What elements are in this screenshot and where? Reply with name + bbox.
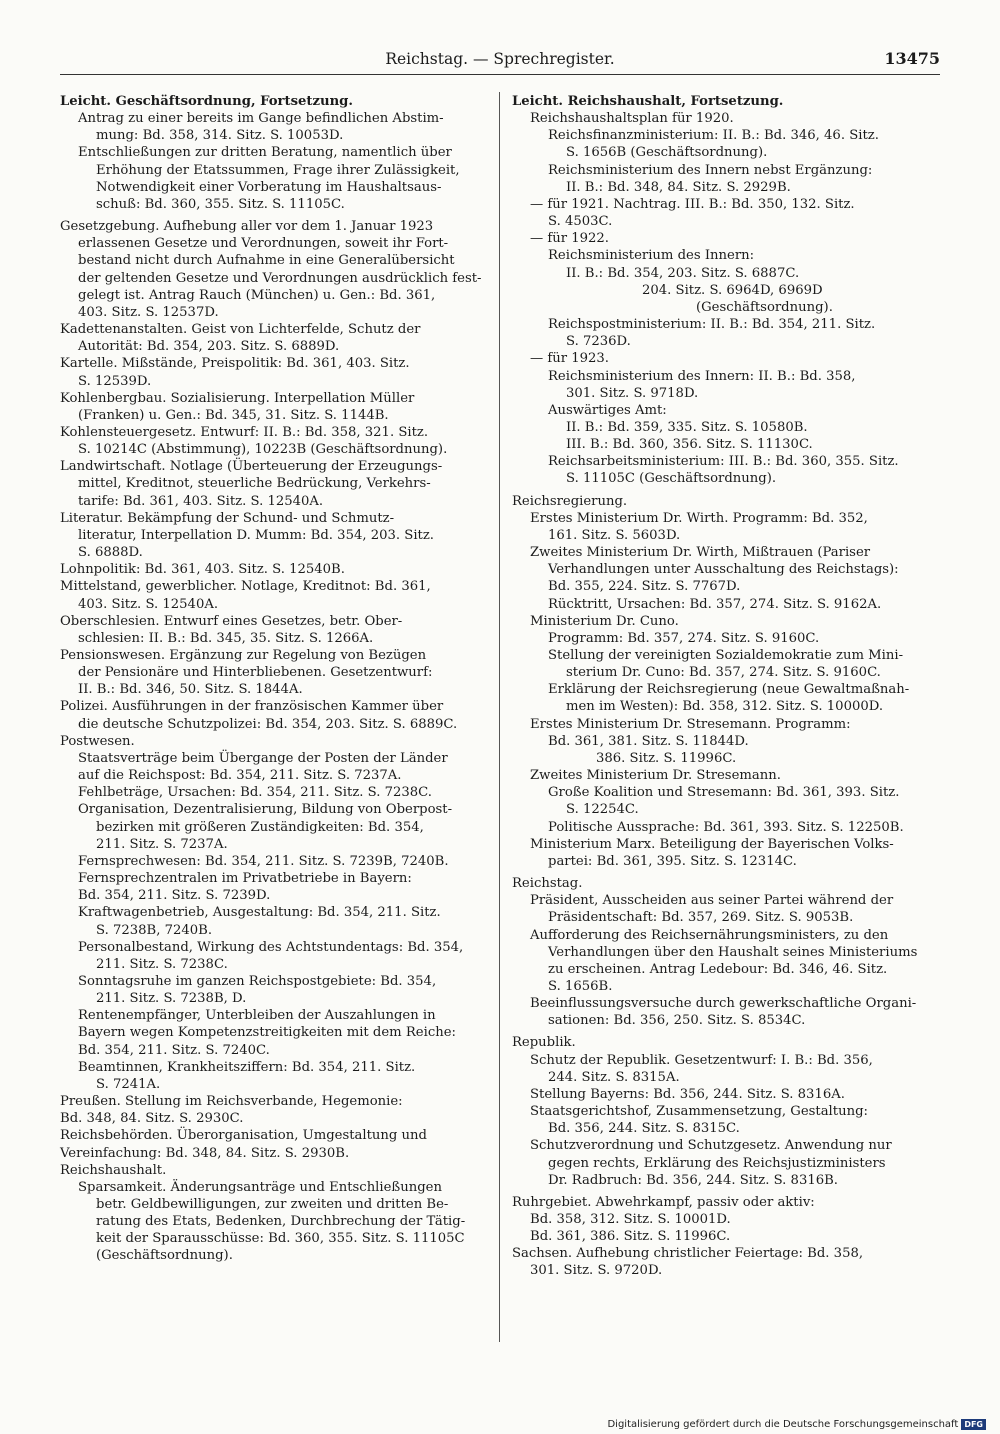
column-divider: [499, 92, 500, 1342]
register-line: Zweites Ministerium Dr. Wirth, Mißtrauen (Pariser: [530, 545, 871, 561]
register-line: S. 1656B.: [548, 978, 613, 994]
register-line: Reichstag.: [512, 876, 583, 892]
register-line: Verhandlungen unter Ausschaltung des Reichstags):: [548, 562, 899, 578]
register-line: Staatsgerichtshof, Zusammensetzung, Gestaltung:: [530, 1104, 868, 1120]
register-line: (Geschäftsordnung).: [696, 299, 833, 315]
register-line: 403. Sitz. S. 12540A.: [78, 596, 219, 612]
register-line: Bd. 355, 224. Sitz. S. 7767D.: [548, 579, 741, 595]
register-line: S. 1656B (Geschäftsordnung).: [566, 145, 768, 161]
register-line: 301. Sitz. S. 9718D.: [566, 385, 699, 401]
register-line: Schutzverordnung und Schutzgesetz. Anwendung nur: [530, 1138, 892, 1154]
register-line: II. B.: Bd. 359, 335. Sitz. S. 10580B.: [566, 419, 808, 435]
register-line: Stellung Bayerns: Bd. 356, 244. Sitz. S. 8316A.: [530, 1086, 845, 1102]
register-line: Reichsministerium des Innern:: [548, 248, 755, 264]
register-line: 301. Sitz. S. 9720D.: [530, 1263, 663, 1279]
register-line: Kraftwagenbetrieb, Ausgestaltung: Bd. 354, 211. Sitz.: [78, 905, 441, 921]
register-line: bestand nicht durch Aufnahme in eine Generalübersicht: [78, 253, 455, 269]
register-line: sationen: Bd. 356, 250. Sitz. S. 8534C.: [548, 1013, 806, 1029]
register-line: 211. Sitz. S. 7238B, D.: [96, 991, 247, 1007]
register-line: Sachsen. Aufhebung christlicher Feiertage: Bd. 358,: [512, 1246, 864, 1262]
register-line: Sonntagsruhe im ganzen Reichspostgebiete: Bd. 354,: [78, 973, 437, 989]
register-line: schuß: Bd. 360, 355. Sitz. S. 11105C.: [96, 196, 345, 212]
left-column: [60, 93, 485, 1265]
register-line: bezirken mit größeren Zuständigkeiten: Bd. 354,: [96, 819, 424, 835]
register-line: Aufforderung des Reichsernährungsministers, zu den: [530, 927, 889, 943]
register-line: 161. Sitz. S. 5603D.: [548, 527, 681, 543]
register-line: Große Koalition und Stresemann: Bd. 361, 393. Sitz.: [548, 785, 900, 801]
register-line: Kartelle. Mißstände, Preispolitik: Bd. 361, 403. Sitz.: [60, 356, 410, 372]
register-line: schlesien: II. B.: Bd. 345, 35. Sitz. S. 1266A.: [78, 630, 374, 646]
footer-text: Digitalisierung gefördert durch die Deutsche Forschungsgemeinschaft: [607, 1419, 959, 1430]
register-line: der geltenden Gesetze und Verordnungen ausdrücklich fest-: [78, 270, 482, 286]
register-line: Bd. 356, 244. Sitz. S. 8315C.: [548, 1121, 740, 1137]
register-line: mung: Bd. 358, 314. Sitz. S. 10053D.: [96, 128, 344, 144]
register-line: Reichshaushalt.: [60, 1162, 167, 1178]
register-line: S. 11105C (Geschäftsordnung).: [566, 471, 777, 487]
register-line: Bd. 348, 84. Sitz. S. 2930C.: [60, 1111, 244, 1127]
register-line: Rücktritt, Ursachen: Bd. 357, 274. Sitz. S. 9162A.: [548, 596, 882, 612]
register-line: Leicht. Reichshaushalt, Fortsetzung.: [512, 94, 784, 109]
register-line: Reichsministerium des Innern nebst Ergänzung:: [548, 162, 873, 178]
register-line: gegen rechts, Erklärung des Reichsjustizministers: [548, 1155, 886, 1171]
register-line: Präsidentschaft: Bd. 357, 269. Sitz. S. 9053B.: [548, 910, 854, 926]
register-line: Reichsarbeitsministerium: III. B.: Bd. 360, 355. Sitz.: [548, 454, 899, 470]
register-line: Erstes Ministerium Dr. Wirth. Programm: Bd. 352,: [530, 510, 868, 526]
register-line: Fehlbeträge, Ursachen: Bd. 354, 211. Sitz. S. 7238C.: [78, 785, 432, 801]
register-line: Entschließungen zur dritten Beratung, namentlich über: [78, 145, 452, 161]
register-line: 244. Sitz. S. 8315A.: [548, 1069, 680, 1085]
register-line: Erhöhung der Etatssummen, Frage ihrer Zulässigkeit,: [96, 162, 460, 178]
register-line: Auswärtiges Amt:: [548, 402, 667, 418]
register-line: Präsident, Ausscheiden aus seiner Partei während der: [530, 893, 894, 909]
register-line: Kadettenanstalten. Geist von Lichterfelde, Schutz der: [60, 322, 421, 338]
register-line: 211. Sitz. S. 7238C.: [96, 956, 228, 972]
register-line: Vereinfachung: Bd. 348, 84. Sitz. S. 2930B.: [60, 1145, 350, 1161]
register-line: S. 4503C.: [548, 214, 613, 230]
register-line: Oberschlesien. Entwurf eines Gesetzes, betr. Ober-: [60, 613, 403, 629]
register-line: III. B.: Bd. 360, 356. Sitz. S. 11130C.: [566, 437, 813, 453]
register-line: Postwesen.: [60, 733, 135, 749]
register-line: Landwirtschaft. Notlage (Überteuerung der Erzeugungs-: [60, 459, 443, 475]
register-line: Zweites Ministerium Dr. Stresemann.: [530, 768, 781, 784]
register-line: Bd. 358, 312. Sitz. S. 10001D.: [530, 1212, 731, 1227]
register-line: — für 1921. Nachtrag. III. B.: Bd. 350, 132. Sitz.: [530, 196, 855, 212]
register-line: Reichsfinanzministerium: II. B.: Bd. 346, 46. Sitz.: [548, 128, 879, 144]
register-line: S. 10214C (Abstimmung), 10223B (Geschäftsordnung).: [78, 442, 448, 458]
register-line: Reichsregierung.: [512, 493, 628, 509]
register-line: literatur, Interpellation D. Mumm: Bd. 354, 203. Sitz.: [78, 527, 434, 543]
register-line: Autorität: Bd. 354, 203. Sitz. S. 6889D.: [78, 339, 340, 355]
register-line: Erstes Ministerium Dr. Stresemann. Programm:: [530, 716, 851, 732]
register-line: S. 12539D.: [78, 373, 152, 389]
register-line: Organisation, Dezentralisierung, Bildung von Oberpost-: [78, 802, 453, 818]
right-column: [512, 93, 940, 1280]
register-line: Bd. 354, 211. Sitz. S. 7240C.: [78, 1042, 270, 1058]
register-line: mittel, Kreditnot, steuerliche Bedrückung, Verkehrs-: [78, 476, 431, 492]
register-line: Ministerium Marx. Beteiligung der Bayerischen Volks-: [530, 836, 894, 852]
register-line: Gesetzgebung. Aufhebung aller vor dem 1. Januar 1923: [60, 219, 434, 235]
register-line: Politische Aussprache: Bd. 361, 393. Sitz. S. 12250B.: [548, 819, 904, 835]
register-line: Lohnpolitik: Bd. 361, 403. Sitz. S. 12540B.: [60, 562, 345, 578]
register-line: Sparsamkeit. Änderungsanträge und Entschließungen: [78, 1179, 442, 1195]
register-line: Beamtinnen, Krankheitsziffern: Bd. 354, 211. Sitz.: [78, 1059, 416, 1075]
page-number: 13475: [884, 49, 940, 68]
register-line: Kohlenbergbau. Sozialisierung. Interpellation Müller: [60, 390, 415, 406]
register-line: Verhandlungen über den Haushalt seines Ministeriums: [548, 944, 918, 960]
register-line: Pensionswesen. Ergänzung zur Regelung von Bezügen: [60, 648, 427, 663]
running-title: Reichstag. — Sprechregister.: [385, 50, 615, 68]
register-line: — für 1923.: [530, 351, 610, 367]
register-line: der Pensionäre und Hinterbliebenen. Gesetzentwurf:: [78, 665, 433, 681]
register-line: II. B.: Bd. 348, 84. Sitz. S. 2929B.: [566, 179, 791, 195]
register-line: Reichsbehörden. Überorganisation, Umgestaltung und: [60, 1128, 427, 1144]
register-line: Schutz der Republik. Gesetzentwurf: I. B.: Bd. 356,: [530, 1052, 873, 1068]
register-line: Literatur. Bekämpfung der Schund- und Schmutz-: [60, 510, 395, 526]
register-line: ratung des Etats, Bedenken, Durchbrechung der Tätig-: [96, 1214, 466, 1230]
register-line: Preußen. Stellung im Reichsverbande, Hegemonie:: [60, 1094, 403, 1110]
register-line: Fernsprechwesen: Bd. 354, 211. Sitz. S. 7239B, 7240B.: [78, 853, 449, 869]
register-line: Republik.: [512, 1035, 576, 1051]
register-line: S. 7236D.: [566, 334, 631, 350]
register-line: Kohlensteuergesetz. Entwurf: II. B.: Bd. 358, 321. Sitz.: [60, 424, 429, 440]
register-line: 403. Sitz. S. 12537D.: [78, 304, 219, 320]
register-line: Rentenempfänger, Unterbleiben der Auszahlungen in: [78, 1008, 436, 1024]
register-line: Ruhrgebiet. Abwehrkampf, passiv oder aktiv:: [512, 1194, 815, 1210]
register-line: Staatsverträge beim Übergange der Posten der Länder: [78, 750, 448, 766]
register-line: Notwendigkeit einer Vorberatung im Haushaltsaus-: [96, 179, 442, 195]
register-line: Antrag zu einer bereits im Gange befindlichen Abstim-: [78, 111, 444, 127]
register-line: men im Westen): Bd. 358, 312. Sitz. S. 10000D.: [566, 699, 884, 715]
register-line: Personalbestand, Wirkung des Achtstundentags: Bd. 354,: [78, 939, 464, 955]
register-line: auf die Reichspost: Bd. 354, 211. Sitz. S. 7237A.: [78, 768, 402, 784]
footer-credit: [607, 1419, 986, 1430]
register-line: betr. Geldbewilligungen, zur zweiten und dritten Be-: [96, 1197, 449, 1212]
register-line: Ministerium Dr. Cuno.: [530, 613, 679, 629]
register-line: — für 1922.: [530, 231, 610, 247]
register-line: S. 7238B, 7240B.: [96, 922, 213, 938]
register-line: Reichshaushaltsplan für 1920.: [530, 111, 734, 127]
register-line: 204. Sitz. S. 6964D, 6969D: [642, 282, 823, 298]
register-line: II. B.: Bd. 346, 50. Sitz. S. 1844A.: [78, 682, 303, 698]
register-line: S. 12254C.: [566, 802, 639, 818]
register-line: Bd. 361, 381. Sitz. S. 11844D.: [548, 733, 749, 749]
register-line: Mittelstand, gewerblicher. Notlage, Kreditnot: Bd. 361,: [60, 579, 431, 595]
register-line: die deutsche Schutzpolizei: Bd. 354, 203. Sitz. S. 6889C.: [78, 716, 458, 732]
register-line: Bayern wegen Kompetenzstreitigkeiten mit dem Reiche:: [78, 1025, 456, 1041]
register-line: tarife: Bd. 361, 403. Sitz. S. 12540A.: [78, 493, 324, 509]
register-line: 211. Sitz. S. 7237A.: [96, 836, 228, 852]
register-line: keit der Sparausschüsse: Bd. 360, 355. Sitz. S. 11105C: [96, 1231, 465, 1247]
register-line: partei: Bd. 361, 395. Sitz. S. 12314C.: [548, 853, 797, 869]
register-line: II. B.: Bd. 354, 203. Sitz. S. 6887C.: [566, 265, 800, 281]
register-line: S. 7241A.: [96, 1076, 161, 1092]
register-line: erlassenen Gesetze und Verordnungen, soweit ihr Fort-: [78, 236, 449, 252]
register-line: Stellung der vereinigten Sozialdemokratie zum Mini-: [548, 648, 904, 663]
register-line: (Franken) u. Gen.: Bd. 345, 31. Sitz. S. 1144B.: [78, 407, 389, 423]
register-line: Fernsprechzentralen im Privatbetriebe in Bayern:: [78, 871, 412, 887]
register-line: S. 6888D.: [78, 545, 143, 561]
register-line: Reichspostministerium: II. B.: Bd. 354, 211. Sitz.: [548, 317, 876, 333]
register-line: gelegt ist. Antrag Rauch (München) u. Gen.: Bd. 361,: [78, 287, 436, 303]
register-line: Erklärung der Reichsregierung (neue Gewaltmaßnah-: [548, 682, 910, 698]
register-line: sterium Dr. Cuno: Bd. 357, 274. Sitz. S. 9160C.: [566, 665, 881, 681]
register-line: Programm: Bd. 357, 274. Sitz. S. 9160C.: [548, 630, 820, 646]
register-line: Polizei. Ausführungen in der französischen Kammer über: [60, 699, 444, 715]
register-line: 386. Sitz. S. 11996C.: [596, 750, 737, 766]
register-line: Bd. 361, 386. Sitz. S. 11996C.: [530, 1229, 731, 1245]
register-line: Beeinflussungsversuche durch gewerkschaftliche Organi-: [530, 996, 917, 1012]
register-line: Bd. 354, 211. Sitz. S. 7239D.: [78, 888, 271, 904]
register-line: Leicht. Geschäftsordnung, Fortsetzung.: [60, 94, 353, 109]
dfg-logo: DFG: [961, 1419, 986, 1430]
register-line: Dr. Radbruch: Bd. 356, 244. Sitz. S. 8316B.: [548, 1172, 839, 1188]
register-line: (Geschäftsordnung).: [96, 1248, 233, 1264]
register-line: Reichsministerium des Innern: II. B.: Bd. 358,: [548, 368, 856, 384]
register-line: zu erscheinen. Antrag Ledebour: Bd. 346, 46. Sitz.: [548, 961, 888, 977]
page-header: [60, 48, 940, 75]
